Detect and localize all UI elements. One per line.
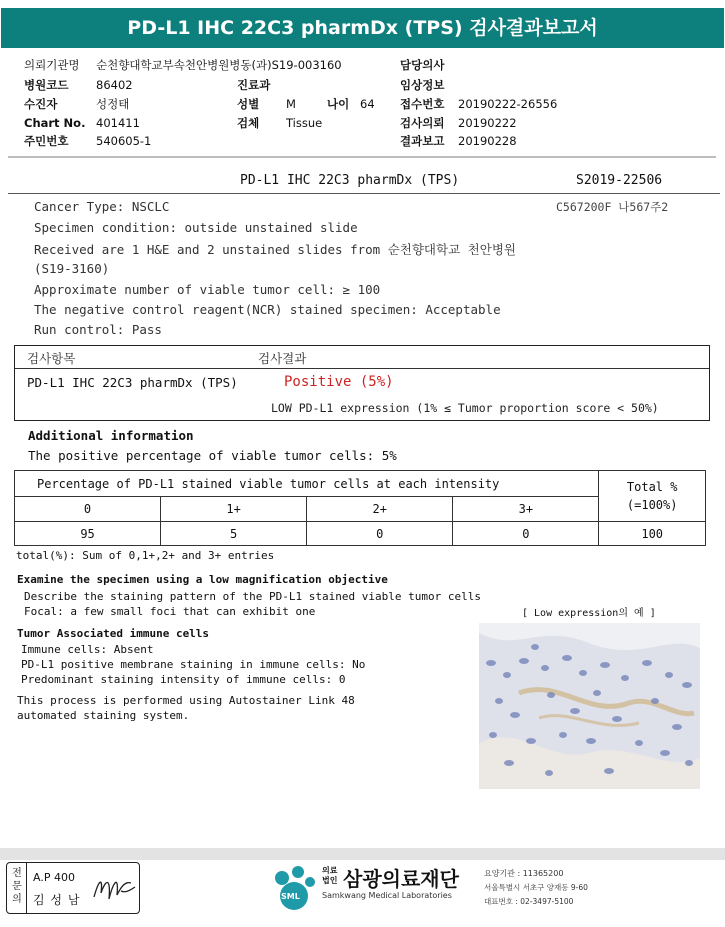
immune-line: Immune cells: Absent xyxy=(21,643,154,656)
report-line: Run control: Pass xyxy=(34,322,162,337)
example-caption: [ Low expression의 예 ] xyxy=(522,608,656,619)
age-label: 나이 xyxy=(327,97,350,111)
expression-text: LOW PD-L1 expression (1% ≤ Tumor proportion score < 50%) xyxy=(271,401,659,415)
specialist-box xyxy=(6,862,140,914)
patient-name-label: 수진자 xyxy=(24,97,58,111)
specialist-label: 전문의 xyxy=(12,868,22,905)
intensity-value: 0 xyxy=(453,522,599,546)
result-col2-header: 검사결과 xyxy=(258,351,307,366)
resident-no-value: 540605-1 xyxy=(96,134,152,148)
intensity-value: 5 xyxy=(161,522,307,546)
intensity-value: 0 xyxy=(307,522,453,546)
intensity-total: 100 xyxy=(599,522,706,546)
resident-no-label: 주민번호 xyxy=(24,134,69,148)
reception-no-value: 20190222-26556 xyxy=(458,97,558,111)
report-title: PD-L1 IHC 22C3 pharmDx (TPS) 검사결과보고서 xyxy=(1,8,724,48)
report-line: (S19-3160) xyxy=(34,261,110,276)
examine-title: Examine the specimen using a low magnification objective xyxy=(17,573,388,586)
total-header-line1: Total % xyxy=(626,480,678,494)
org-english: Samkwang Medical Laboratories xyxy=(322,891,452,900)
report-line: Specimen condition: outside unstained slide xyxy=(34,220,358,235)
report-line: The negative control reagent(NCR) stained specimen: Acceptable xyxy=(34,302,501,317)
intensity-column-header: 0 xyxy=(15,497,161,522)
logo-badge: SML xyxy=(281,892,300,901)
total-header-line2: (=100%) xyxy=(626,498,678,512)
total-header xyxy=(599,471,706,522)
signature-drawing xyxy=(91,869,137,907)
additional-title: Additional information xyxy=(28,428,194,443)
report-line: Cancer Type: NSCLC xyxy=(34,199,170,214)
specialist-name: 김 성 남 xyxy=(33,893,81,907)
footer-divider xyxy=(0,848,725,860)
sex-value: M xyxy=(286,97,296,111)
chart-no-value: 401411 xyxy=(96,116,140,130)
intensity-table xyxy=(14,470,706,546)
report-line: Approximate number of viable tumor cell: ≥ 100 xyxy=(34,282,381,297)
specimen-label: 검체 xyxy=(237,116,260,130)
examine-line: Focal: a few small foci that can exhibit one xyxy=(24,605,316,618)
ap-number: A.P 400 xyxy=(33,871,75,884)
sub-code: C567200F 나567주2 xyxy=(556,200,669,214)
examine-line: Describe the staining pattern of the PD-L1 stained viable tumor cells xyxy=(24,590,481,603)
request-date-value: 20190222 xyxy=(458,116,517,130)
org-phone: 대표번호 : 02-3497-5100 xyxy=(484,897,574,906)
process-line: automated staining system. xyxy=(17,709,190,722)
report-line: Received are 1 H&E and 2 unstained slides from 순천향대학교 천안병원 xyxy=(34,242,516,257)
logo-mark xyxy=(272,862,320,912)
hospital-code-value: 86402 xyxy=(96,78,133,92)
report-heading-underline xyxy=(8,193,720,194)
intensity-column-header: 1+ xyxy=(161,497,307,522)
hospital-code-label: 병원코드 xyxy=(24,78,69,92)
org-prefix-line: 의료 xyxy=(322,866,338,875)
institution-code: 요양기관 : 11365200 xyxy=(484,869,564,878)
result-col1-header: 검사항목 xyxy=(27,351,76,366)
clinical-info-label: 임상정보 xyxy=(400,78,445,92)
immune-line: Predominant staining intensity of immune cells: 0 xyxy=(21,673,346,686)
intensity-column-header: 3+ xyxy=(453,497,599,522)
patient-name-value: 성정태 xyxy=(96,97,130,111)
result-value: Positive (5%) xyxy=(284,374,394,390)
institution-value: 순천향대학교부속천안병원병동(과)S19-003160 xyxy=(96,58,342,72)
request-date-label: 검사의뢰 xyxy=(400,116,445,130)
test-name: PD-L1 IHC 22C3 pharmDx (TPS) xyxy=(240,173,460,188)
table-note: total(%): Sum of 0,1+,2+ and 3+ entries xyxy=(16,549,275,562)
intensity-value: 95 xyxy=(15,522,161,546)
histology-example-image xyxy=(479,623,700,789)
department-label: 진료과 xyxy=(237,78,271,92)
report-id: S2019-22506 xyxy=(576,173,663,188)
doctor-label: 담당의사 xyxy=(400,58,445,72)
report-date-label: 결과보고 xyxy=(400,134,445,148)
org-name: 삼광의료재단 xyxy=(343,867,459,891)
age-value: 64 xyxy=(360,97,375,111)
report-date-value: 20190228 xyxy=(458,134,517,148)
institution-label: 의뢰기관명 xyxy=(24,58,80,72)
org-prefix-line: 법인 xyxy=(322,876,338,885)
additional-text: The positive percentage of viable tumor cells: 5% xyxy=(28,448,397,463)
sex-label: 성별 xyxy=(237,97,260,111)
histology-example-drawing xyxy=(479,623,700,789)
immune-title: Tumor Associated immune cells xyxy=(17,627,210,640)
intensity-table-header: Percentage of PD-L1 stained viable tumor cells at each intensity xyxy=(15,471,599,497)
result-item: PD-L1 IHC 22C3 pharmDx (TPS) xyxy=(27,375,238,390)
header-divider xyxy=(8,156,716,158)
reception-no-label: 접수번호 xyxy=(400,97,445,111)
org-address: 서울특별시 서초구 양재동 9-60 xyxy=(484,883,588,892)
intensity-column-header: 2+ xyxy=(307,497,453,522)
process-line: This process is performed using Autostainer Link 48 xyxy=(17,694,355,707)
result-box xyxy=(14,345,710,421)
chart-no-label: Chart No. xyxy=(24,116,86,130)
org-prefix xyxy=(322,866,337,886)
specimen-value: Tissue xyxy=(286,116,323,130)
immune-line: PD-L1 positive membrane staining in immune cells: No xyxy=(21,658,366,671)
